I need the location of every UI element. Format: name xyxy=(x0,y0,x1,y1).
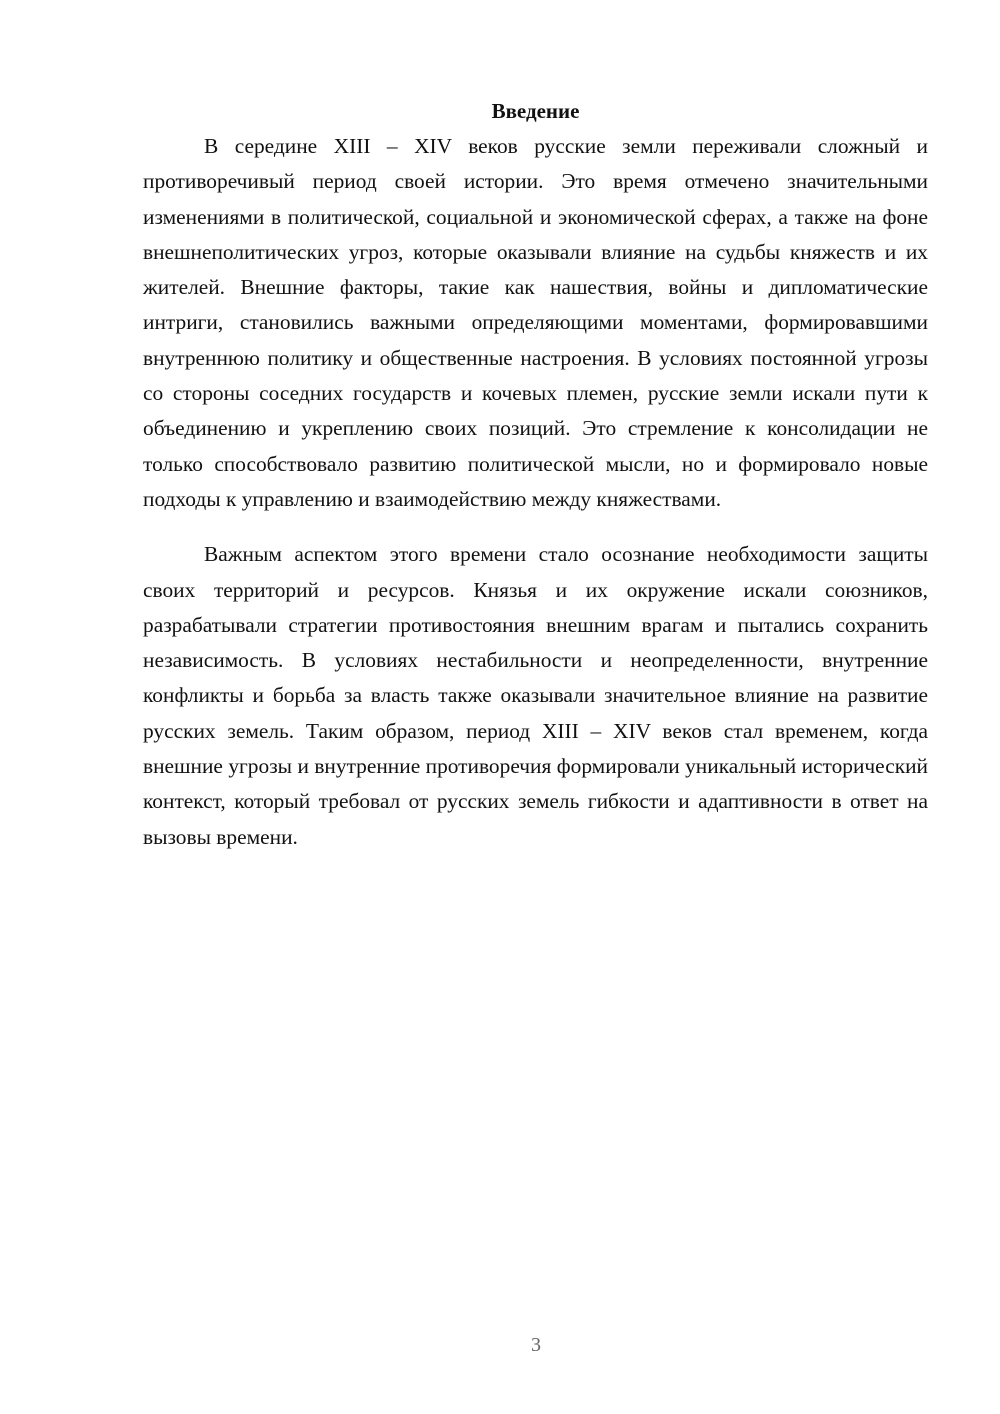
paragraph-1: В середине XIII – XIV веков русские земли переживали сложный и противоречивый период своей истории. Это время отмечено значительными изменениями в политической, социальной и экономической сферах, а также на фоне внешнеполитических угроз, которые оказывали влияние на судьбы княжеств и их жителей. Внешние факторы, такие как нашествия, войны и дипломатические интриги, становились важными определяющими моментами, формировавшими внутреннюю политику и общественные настроения. В условиях постоянной угрозы со стороны соседних государств и кочевых племен, русские земли искали пути к объединению и укреплению своих позиций. Это стремление к консолидации не только способствовало развитию политической мысли, но и формировало новые подходы к управлению и взаимодействию между княжествами. xyxy=(143,134,928,511)
page-number: 3 xyxy=(531,1334,541,1356)
paragraph-2: Важным аспектом этого времени стало осознание необходимости защиты своих территорий и ресурсов. Князья и их окружение искали союзников, разрабатывали стратегии противостояния внешним врагам и пытались сохранить независимость. В условиях нестабильности и неопределенности, внутренние конфликты и борьба за власть также оказывали значительное влияние на развитие русских земель. Таким образом, период XIII – XIV веков стал временем, когда внешние угрозы и внутренние противоречия формировали уникальный исторический контекст, который требовал от русских земель гибкости и адаптивности в ответ на вызовы времени. xyxy=(143,542,928,849)
page-content xyxy=(143,95,928,855)
section-title: Введение xyxy=(491,99,580,123)
